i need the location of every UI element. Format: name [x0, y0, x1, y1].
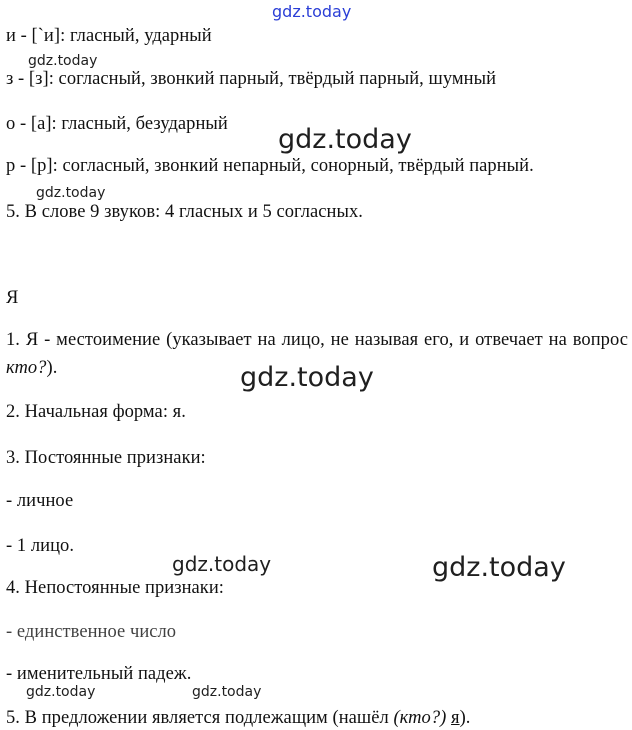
watermark-medium: gdz.today	[172, 552, 272, 576]
watermark-small: gdz.today	[36, 185, 106, 201]
constant-features-heading: 3. Постоянные признаки:	[6, 448, 206, 468]
watermark-large: gdz.today	[240, 362, 374, 393]
feature-singular: - единственное число	[6, 622, 177, 642]
syntax-role-text: 5. В предложении является подлежащим (нашёл	[6, 708, 394, 728]
watermark-top: gdz.today	[272, 2, 352, 21]
analysis-line-r: р - [р]: согласный, звонкий непарный, сонорный, твёрдый парный.	[6, 156, 534, 176]
question-italic: (кто?)	[393, 708, 447, 728]
watermark-small: gdz.today	[192, 684, 262, 700]
watermark-large: gdz.today	[278, 124, 412, 155]
underlined-subject: я	[451, 708, 460, 728]
watermark-small: gdz.today	[28, 53, 98, 69]
sound-count-line: 5. В слове 9 звуков: 4 гласных и 5 согласных.	[6, 202, 363, 222]
feature-first-person: - 1 лицо.	[6, 536, 75, 556]
analysis-line-i: и - [`и]: гласный, ударный	[6, 26, 212, 46]
analysis-line-z: з - [з]: согласный, звонкий парный, твёрдый парный, шумный	[6, 69, 497, 89]
feature-personal: - личное	[6, 491, 74, 511]
feature-nominative: - именительный падеж.	[6, 664, 192, 684]
analysis-line-o: о - [а]: гласный, безударный	[6, 114, 228, 134]
watermark-small: gdz.today	[26, 684, 96, 700]
pronoun-definition-text: 1. Я - местоимение (указывает на лицо, не называя его, и отвечает на вопрос	[6, 330, 628, 350]
watermark-large: gdz.today	[432, 552, 566, 583]
word-heading: Я	[6, 288, 19, 308]
variable-features-heading: 4. Непостоянные признаки:	[6, 578, 224, 598]
syntax-role-end: ).	[459, 708, 471, 728]
initial-form-line: 2. Начальная форма: я.	[6, 402, 186, 422]
syntax-role-line	[6, 706, 470, 730]
question-italic: кто?	[6, 358, 47, 378]
pronoun-definition-end: ).	[46, 358, 58, 378]
